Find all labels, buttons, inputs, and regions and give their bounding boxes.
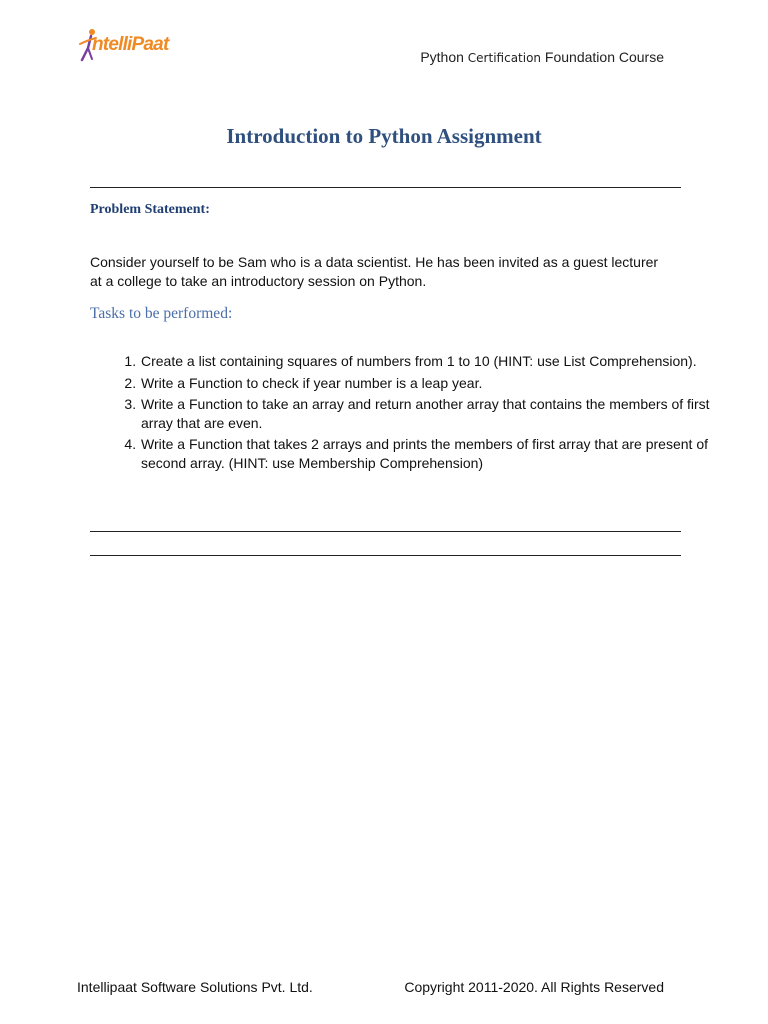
page-title: Introduction to Python Assignment	[226, 124, 542, 148]
footer-company: Intellipaat Software Solutions Pvt. Ltd.	[77, 979, 313, 995]
problem-text: Consider yourself to be Sam who is a data scientist. He has been invited as a guest lecturer at a college to take an introductory session on Python.	[90, 254, 659, 289]
tasks-heading: Tasks to be performed:	[90, 305, 233, 322]
course-name-part1: Python	[420, 49, 464, 65]
divider-middle	[90, 531, 681, 532]
divider-top	[90, 187, 681, 188]
task-item: 2. Write a Function to check if year number is a leap year.	[140, 374, 720, 393]
task-item: 1. Create a list containing squares of numbers from 1 to 10 (HINT: use List Comprehension).	[140, 352, 720, 371]
logo-text: ntelliPaat	[92, 34, 169, 55]
task-item: 4. Write a Function that takes 2 arrays and prints the members of first array that are present of second array. (HINT: use Membership Comprehension)	[140, 435, 720, 472]
task-item: 3. Write a Function to take an array and return another array that contains the members of first array that are even.	[140, 395, 720, 432]
divider-bottom	[90, 555, 681, 556]
task-list	[90, 352, 720, 475]
course-name-part2: Certification	[467, 51, 542, 65]
footer-copyright: Copyright 2011-2020. All Rights Reserved	[404, 979, 664, 995]
course-name-part3: Foundation Course	[544, 49, 664, 65]
course-name	[420, 49, 664, 65]
problem-statement-label: Problem Statement:	[90, 202, 210, 217]
intellipaat-logo	[78, 26, 178, 66]
